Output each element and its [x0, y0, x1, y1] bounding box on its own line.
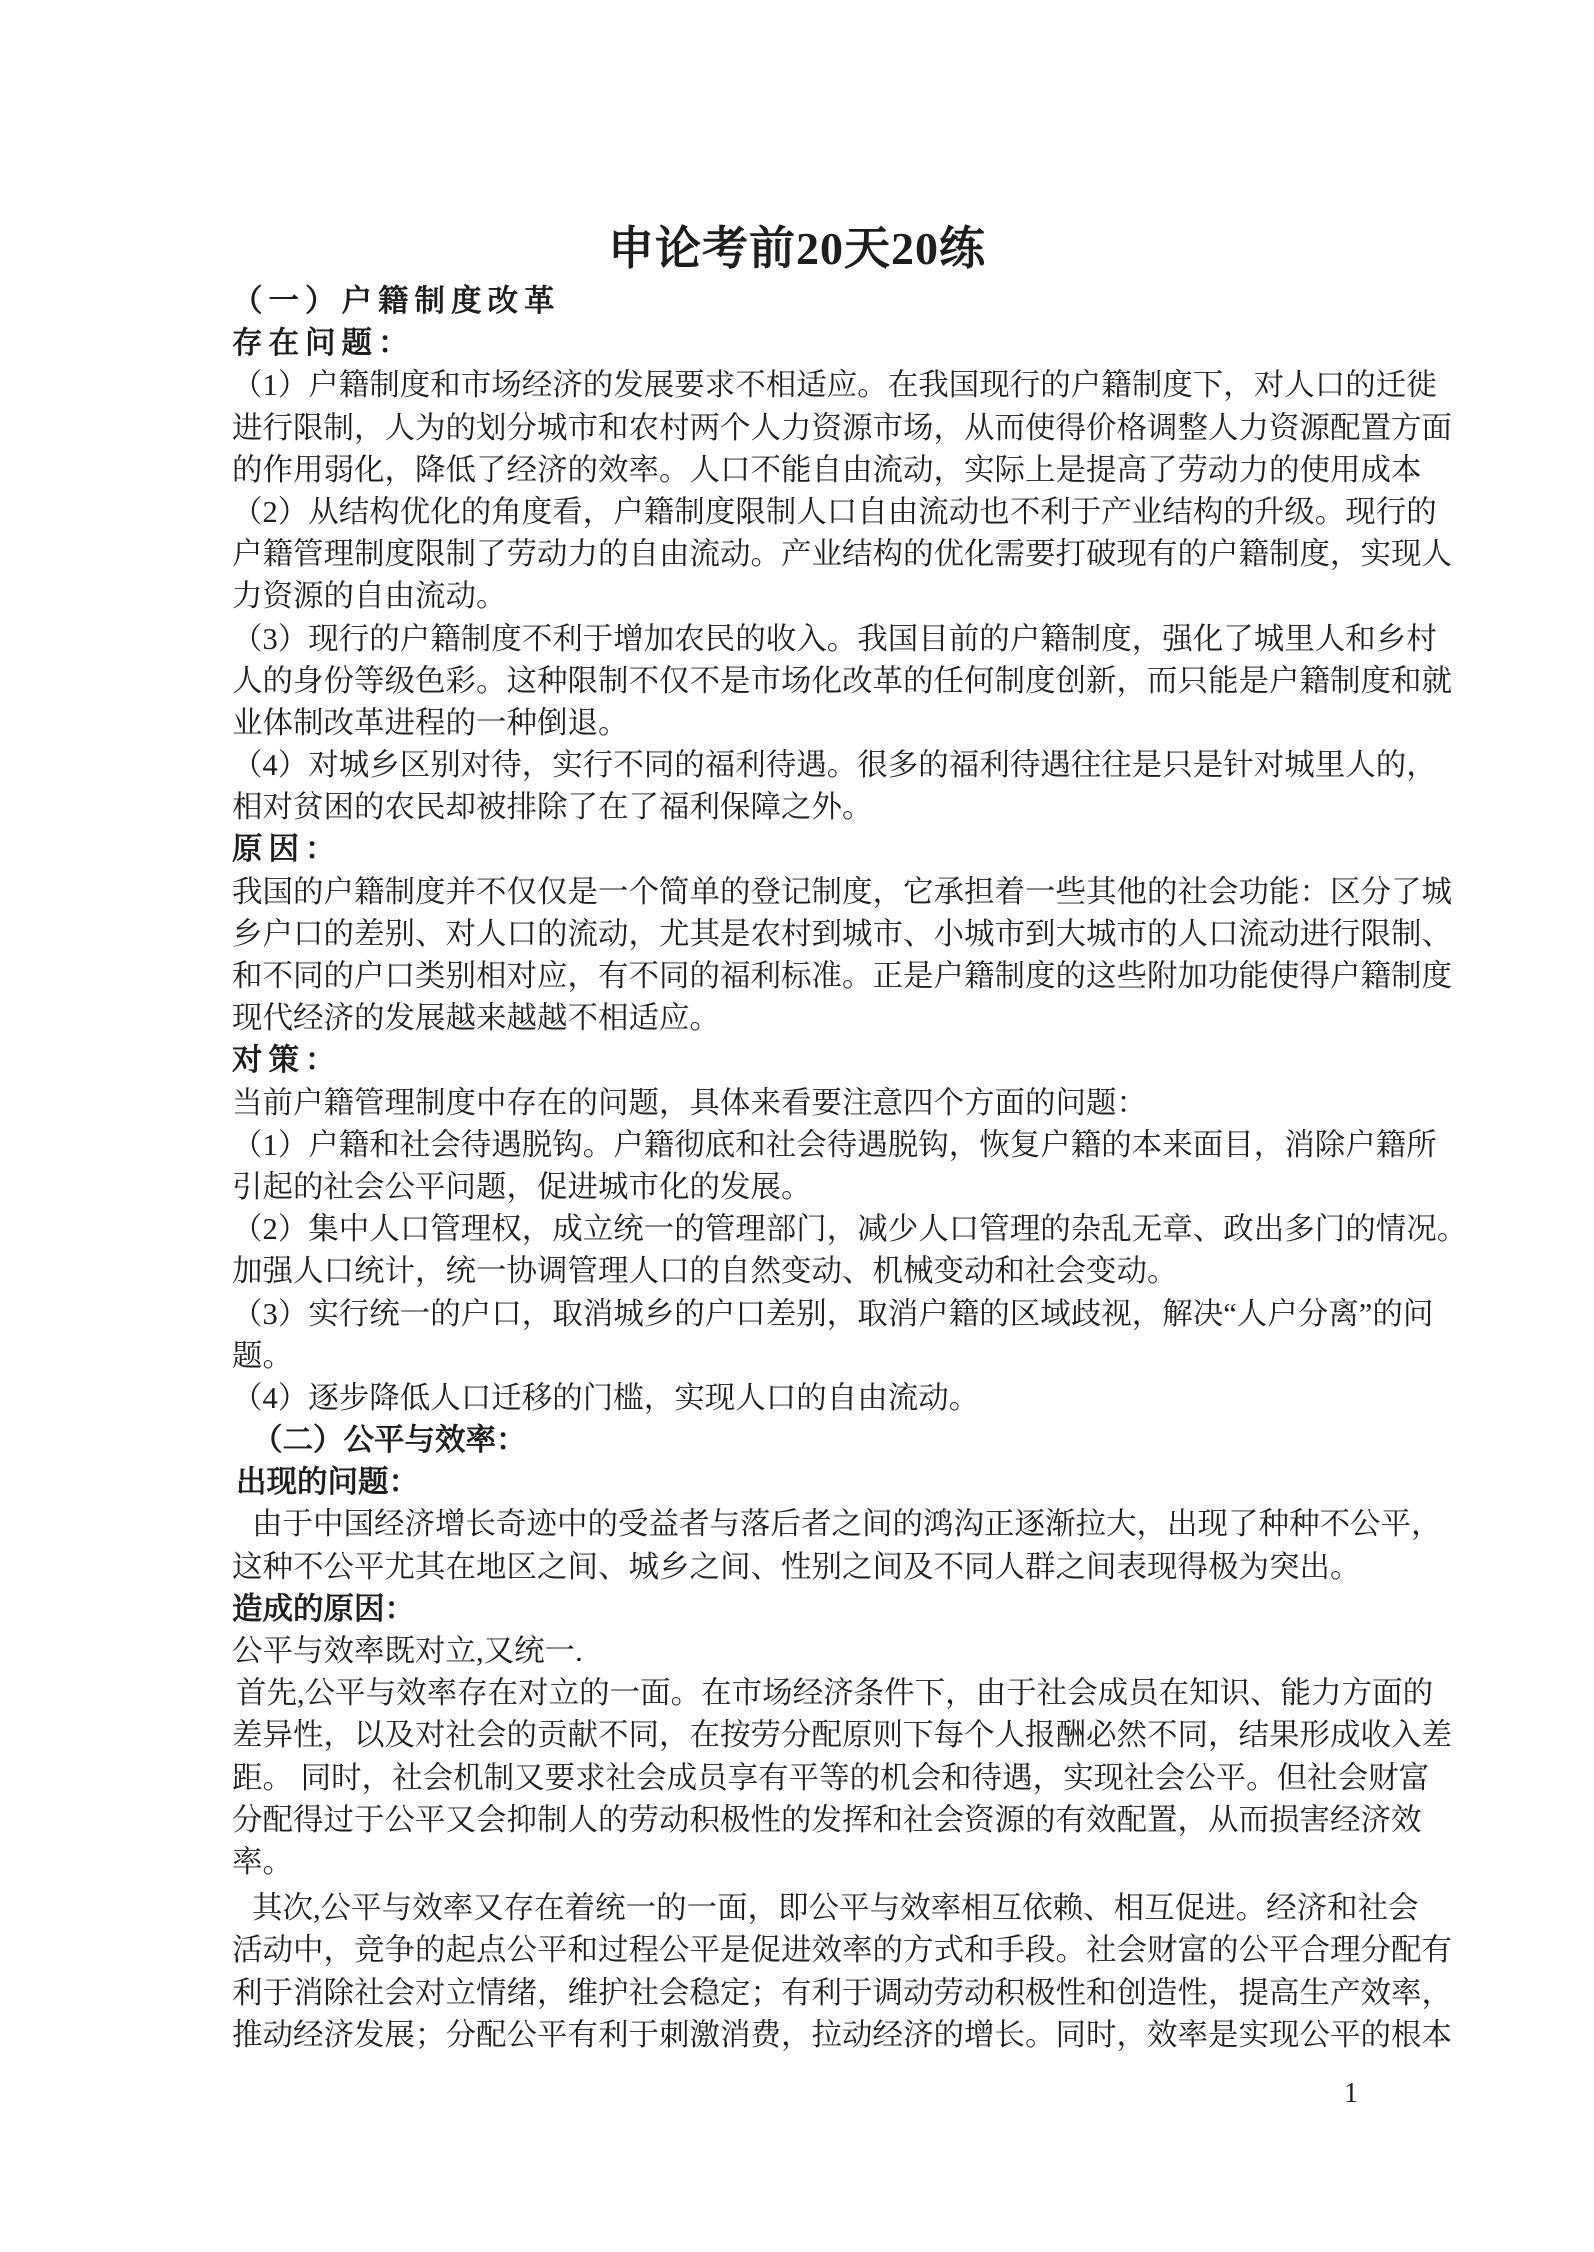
text-line: 公平与效率既对立,又统一. — [232, 1634, 583, 1668]
heading-text: （二）公平与效率： — [252, 1423, 527, 1458]
heading-text: 出现的问题： — [236, 1465, 419, 1500]
text-line: （2）从结构优化的角度看，户籍制度限制人口自由流动也不利于产业结构的升级。现行的 — [232, 494, 1437, 529]
text-line: （3）实行统一的户口，取消城乡的户口差别，取消户籍的区域歧视，解决“人户分离”的问 — [232, 1296, 1434, 1331]
text-line: 分配得过于公平又会抑制人的劳动积极性的发挥和社会资源的有效配置，从而损害经济效 — [232, 1802, 1422, 1837]
text-line: 业体制改革进程的一种倒退。 — [232, 705, 629, 740]
heading-text: 存在问题： — [232, 326, 415, 361]
heading — [232, 322, 1364, 364]
heading — [232, 1588, 1364, 1630]
text-line: （2）集中人口管理权，成立统一的管理部门，减少人口管理的杂乱无章、政出多门的情况。 — [232, 1212, 1468, 1247]
paragraph — [232, 1503, 1442, 1587]
paragraph — [232, 1082, 1364, 1124]
text-line: 利于消除社会对立情绪，维护社会稳定；有利于调动劳动积极性和创造性，提高生产效率， — [232, 1975, 1452, 2010]
document-body — [232, 280, 1468, 2056]
paragraph — [232, 871, 1452, 1040]
document-title: 申论考前20天20练 — [608, 223, 986, 274]
text-line: 进行限制，人为的划分城市和农村两个人力资源市场，从而使得价格调整人力资源配置方面 — [232, 410, 1452, 445]
paragraph — [232, 1124, 1437, 1208]
text-line: 现代经济的发展越来越越不相适应。 — [232, 1001, 720, 1036]
paragraph — [232, 491, 1452, 618]
text-line: （4）逐步降低人口迁移的门槛，实现人口的自由流动。 — [232, 1380, 980, 1415]
text-line: （4）对城乡区别对待，实行不同的福利待遇。很多的福利待遇往往是只是针对城里人的， — [232, 748, 1437, 783]
text-line: 的作用弱化，降低了经济的效率。人口不能自由流动，实际上是提高了劳动力的使用成本 — [232, 452, 1422, 487]
paragraph — [232, 1293, 1434, 1377]
heading — [232, 1039, 1364, 1081]
text-line: 首先,公平与效率存在对立的一面。在市场经济条件下，由于社会成员在知识、能力方面的 — [236, 1676, 1434, 1711]
text-line: 乡户口的差别、对人口的流动，尤其是农村到城市、小城市到大城市的人口流动进行限制、 — [232, 916, 1452, 951]
heading — [232, 828, 1364, 870]
heading — [232, 1461, 1364, 1503]
heading-text: 对策： — [232, 1043, 342, 1078]
paragraph — [232, 1208, 1468, 1292]
text-line: 活动中，竞争的起点公平和过程公平是促进效率的方式和手段。社会财富的公平合理分配有 — [232, 1933, 1452, 1968]
paragraph — [232, 618, 1452, 745]
paragraph — [232, 744, 1437, 828]
text-line: 和不同的户口类别相对应，有不同的福利标准。正是户籍制度的这些附加功能使得户籍制度 — [232, 959, 1452, 993]
text-line: 加强人口统计，统一协调管理人口的自然变动、机械变动和社会变动。 — [232, 1254, 1178, 1289]
text-line: 人的身份等级色彩。这种限制不仅不是市场化改革的任何制度创新，而只能是户籍制度和就 — [232, 663, 1452, 698]
text-line: 差异性，以及对社会的贡献不同，在按劳分配原则下每个人报酬必然不同，结果形成收入差 — [232, 1718, 1452, 1753]
text-line: （1）户籍制度和市场经济的发展要求不相适应。在我国现行的户籍制度下，对人口的迁徙 — [232, 368, 1437, 403]
paragraph — [232, 1630, 1364, 1672]
paragraph — [232, 1672, 1452, 1883]
text-line: 推动经济发展；分配公平有利于刺激消费，拉动经济的增长。同时，效率是实现公平的根本 — [232, 2017, 1452, 2052]
text-line: 我国的户籍制度并不仅仅是一个简单的登记制度，它承担着一些其他的社会功能：区分了城 — [232, 874, 1452, 909]
text-line: 由于中国经济增长奇迹中的受益者与落后者之间的鸿沟正逐渐拉大，出现了种种不公平， — [252, 1507, 1442, 1542]
heading — [232, 280, 1364, 322]
text-line: 当前户籍管理制度中存在的问题，具体来看要注意四个方面的问题： — [232, 1085, 1147, 1120]
text-line: 力资源的自由流动。 — [232, 579, 507, 614]
paragraph — [232, 364, 1452, 491]
page-number: 1 — [1344, 2078, 1358, 2109]
text-line: 引起的社会公平问题，促进城市化的发展。 — [232, 1169, 812, 1204]
heading-text: 造成的原因： — [232, 1591, 415, 1626]
text-line: （1）户籍和社会待遇脱钩。户籍彻底和社会待遇脱钩，恢复户籍的本来面目，消除户籍所 — [232, 1127, 1437, 1162]
text-line: 距。 同时，社会机制又要求社会成员享有平等的机会和待遇，实现社会公平。但社会财富 — [232, 1760, 1430, 1795]
text-line: （3）现行的户籍制度不利于增加农民的收入。我国目前的户籍制度，强化了城里人和乡村 — [232, 621, 1437, 656]
text-line: 户籍管理制度限制了劳动力的自由流动。产业结构的优化需要打破现有的户籍制度，实现人 — [232, 537, 1452, 572]
text-line: 率。 — [232, 1844, 293, 1879]
paragraph — [232, 1887, 1452, 2056]
section-heading — [232, 1419, 1364, 1461]
text-line: 题。 — [232, 1338, 293, 1373]
text-line: 相对贫困的农民却被排除了在了福利保障之外。 — [232, 790, 873, 825]
heading-text: （一）户籍制度改革 — [232, 284, 561, 318]
heading-text: 原因： — [232, 832, 342, 867]
paragraph — [232, 1377, 1364, 1419]
text-line: 其次,公平与效率又存在着统一的一面，即公平与效率相互依赖、相互促进。经济和社会 — [252, 1891, 1419, 1926]
text-line: 这种不公平尤其在地区之间、城乡之间、性别之间及不同人群之间表现得极为突出。 — [232, 1549, 1361, 1584]
